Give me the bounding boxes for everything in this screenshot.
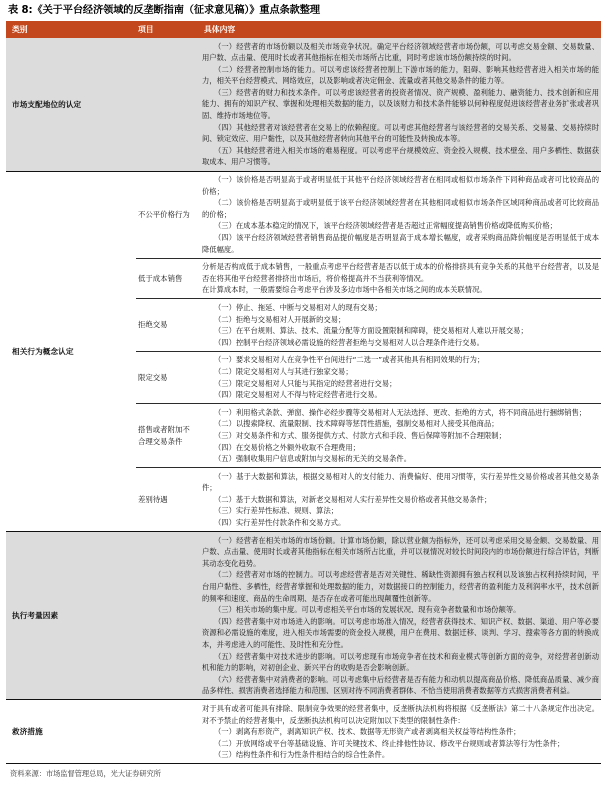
content-paragraph: （三）相关市场的集中度。可以考虑相关平台市场的发展状况、现有竞争者数量和市场份额等。 xyxy=(214,605,521,615)
cell-content xyxy=(198,171,601,258)
content-paragraph: （五）经营者集中对技术进步的影响。可以考虑现有市场竞争者在技术和商业模式等创新方面的竞争，对经营者创新动机和能力的影响，对初创企业、新兴平台的收购是否会影响创新。 xyxy=(202,651,599,673)
content-paragraph: （三）结构性条件和行为性条件相结合的综合性条件。 xyxy=(214,750,390,760)
content-paragraph: （一）基于大数据和算法，根据交易相对人的支付能力、消费偏好、使用习惯等，实行差异性交易价格或者其他交易条件； xyxy=(202,471,599,493)
cell-category: 市场支配地位的认定 xyxy=(6,38,136,171)
content-paragraph: （一）要求交易相对人在竞争性平台间进行“二选一”或者其他具有相同效果的行为； xyxy=(214,355,485,365)
content-paragraph: 分析是否构成低于成本销售，一般重点考虑平台经营者是否以低于成本的价格排挤具有竞争关系的其他平台经营者，以及是否在将其他平台经营者排挤出市场后，将价格提高并不当获利等情况。 xyxy=(202,262,599,283)
content-paragraph: （二）开放网络或平台等基础设施、许可关键技术、终止排他性协议、修改平台规则或者算法等行为性条件； xyxy=(214,738,565,748)
content-paragraph: （二）经营者控制市场的能力。可以考虑该经营者控制上下游市场的能力，阻碍、影响其他经营者进入相关市场的能力，相关平台经营模式、网络效应，以及影响或者决定佣金、流量或者其他交易条件的能力等。 xyxy=(202,64,599,86)
content-paragraph: （四）控制平台经济领域必需设施的经营者拒绝与交易相对人以合理条件进行交易。 xyxy=(214,337,484,347)
content-paragraph: （五）其他经营者进入相关市场的难易程度。可以考虑平台规模效应、资金投入规模、技术壁垒、用户多栖性、数据获取成本、用户习惯等。 xyxy=(202,145,599,167)
cell-content xyxy=(198,700,601,763)
content-paragraph: （一）该价格是否明显高于或者明显低于其他平台经济领域经营者在相同或相似市场条件下同种商品或者可比较商品的价格； xyxy=(202,175,599,196)
content-paragraph: （三）在平台规则、算法、技术、流量分配等方面设置限制和障碍，使交易相对人难以开展交易； xyxy=(214,326,528,336)
header-cell-content: 具体内容 xyxy=(198,21,601,38)
content-paragraph: （四）限定交易相对人不得与特定经营者进行交易。 xyxy=(214,390,382,400)
cell-category: 救济措施 xyxy=(6,700,136,763)
cell-content xyxy=(198,404,601,468)
cell-category: 相关行为概念认定 xyxy=(6,171,136,532)
cell-content xyxy=(198,258,601,299)
content-paragraph: 对于具有或者可能具有排除、限制竞争效果的经营者集中，反垄断执法机构将根据《反垄断法》第二十八条规定作出决定。对不予禁止的经营者集中，反垄断执法机构可以决定附加以下类型的限制性条件： xyxy=(202,703,599,725)
table-body xyxy=(6,38,601,763)
content-paragraph: （二）限定交易相对人与其进行独家交易； xyxy=(214,366,353,376)
cell-item: 搭售或者附加不合理交易条件 xyxy=(136,404,198,468)
cell-content xyxy=(198,468,601,532)
table-caption: 表 8:《关于平台经济领域的反垄断指南（征求意见稿）》重点条款整理 xyxy=(8,5,320,16)
cell-item xyxy=(136,700,198,763)
table-row xyxy=(6,532,601,700)
content-paragraph: （四）在交易价格之外额外收取不合理费用； xyxy=(214,442,360,452)
content-paragraph: （三）实行差异性标准、规则、算法； xyxy=(214,506,339,516)
source-note-wrap xyxy=(6,763,601,779)
content-paragraph: （一）经营者在相关市场的市场份额。计算市场份额，除以营业额为指标外，还可以考虑采用交易金额、交易数量、用户数、点击量、使用时长或者其他指标在相关市场所占比重，并可以视情况对较长时间段内的市场份额进行综合评估，判断其动态变化趋势。 xyxy=(202,535,599,568)
table-header xyxy=(6,21,601,38)
cell-content xyxy=(198,532,601,700)
content-paragraph: （三）对交易条件和方式、服务提供方式、付款方式和手段、售后保障等附加不合理限制； xyxy=(214,430,506,440)
content-paragraph: （二）基于大数据和算法，对新老交易相对人实行差异性交易价格或者其他交易条件； xyxy=(214,494,492,504)
table-row xyxy=(6,38,601,171)
content-paragraph: （二）以搜索降权、流量限制、技术障碍等惩罚性措施，强制交易相对人接受其他商品； xyxy=(214,419,499,429)
content-paragraph: （二）该价格是否明显高于或明显低于该平台经济领域经营者在其他相同或相似市场条件区域同种商品或者可比较商品的价格； xyxy=(202,198,599,219)
cell-item xyxy=(136,38,198,171)
cell-item: 拒绝交易 xyxy=(136,299,198,351)
cell-content xyxy=(198,299,601,351)
cell-content xyxy=(198,351,601,403)
cell-category: 执行考量因素 xyxy=(6,532,136,700)
cell-item: 不公平价格行为 xyxy=(136,171,198,258)
table-row xyxy=(6,700,601,763)
content-paragraph: （三）经营者的财力和技术条件。可以考虑该经营者的投资者情况、资产规模、盈利能力、融资能力、技术创新和应用能力、拥有的知识产权、掌握和处理相关数据的能力，以及该财力和技术条件能够以何种程度促进该经营者业务扩张或者巩固、维持市场地位等。 xyxy=(202,87,599,121)
header-cell-item: 项目 xyxy=(136,21,198,38)
header-cell-category: 类别 xyxy=(6,21,136,38)
provisions-table xyxy=(6,21,601,763)
header-row xyxy=(6,21,601,38)
cell-item: 限定交易 xyxy=(136,351,198,403)
content-paragraph: （五）强制收集用户信息或附加与交易标的无关的交易条件。 xyxy=(214,454,412,464)
content-paragraph: （四）该平台经济领域经营者销售商品提价幅度是否明显高于成本增长幅度，或者采购商品降价幅度是否明显低于成本降低幅度。 xyxy=(202,233,599,254)
table-row xyxy=(6,171,601,258)
content-paragraph: （四）经营者集中对市场进入的影响。可以考虑市场准入情况，经营者获得技术、知识产权、数据、渠道、用户等必要资源和必需设施的难度，进入相关市场需要的资金投入规模，用户在费用、数据迁移、谈判、学习、搜索等各方面的转换成本，并考虑进入的可能性、及时性和充分性。 xyxy=(202,616,599,649)
content-paragraph: （六）经营者集中对消费者的影响。可以考虑集中后经营者是否有能力和动机以提高商品价格、降低商品质量、减少商品多样性、损害消费者选择能力和范围、区别对待不同消费者群体、不恰当使用消费者数据等方式损害消费者利益。 xyxy=(202,674,599,696)
content-paragraph: （四）实行差异性付款条件和交易方式。 xyxy=(214,518,346,528)
content-paragraph: （二）拒绝与交易相对人开展新的交易； xyxy=(214,314,346,324)
content-paragraph: （三）限定交易相对人只能与其指定的经营者进行交易； xyxy=(214,378,397,388)
content-paragraph: （一）停止、拖延、中断与交易相对人的现有交易； xyxy=(214,302,382,312)
content-paragraph: （一）剥离有形资产，剥离知识产权、技术、数据等无形资产或者剥离相关权益等结构性条件； xyxy=(214,727,521,737)
source-note: 资料来源：市场监督管理总局，光大证券研究所 xyxy=(6,763,601,779)
content-paragraph: （四）其他经营者对该经营者在交易上的依赖程度。可以考虑其他经营者与该经营者的交易关系、交易量、交易持续时间、锁定效应、用户黏性，以及其他经营者转向其他平台的可能性及转换成本等。 xyxy=(202,122,599,144)
cell-item: 差别待遇 xyxy=(136,468,198,532)
cell-item xyxy=(136,532,198,700)
content-paragraph: （一）经营者的市场份额以及相关市场竞争状况。确定平台经济领域经营者市场份额，可以考虑交易金额、交易数量、用户数、点击量、使用时长或者其他指标在相关市场所占比重，同时考虑该市场份额持续的时间。 xyxy=(202,41,599,63)
cell-item: 低于成本销售 xyxy=(136,258,198,299)
content-paragraph: （二）经营者对市场的控制力。可以考虑经营者是否对关键性、稀缺性资源拥有独占权利以及该独占权利持续时间，平台用户黏性、多栖性，经营者掌握和处理数据的能力，对数据接口的控制能力，经营者的盈利能力及利润率水平，技术创新的频率和速度、商品的生命周期、是否存在或者可能出现颠覆性创新等。 xyxy=(202,570,599,603)
content-paragraph: 在计算成本时，一般需要综合考虑平台涉及多边市场中各相关市场之间的成本关联情况。 xyxy=(202,285,487,295)
cell-content xyxy=(198,38,601,171)
content-paragraph: （三）在成本基本稳定的情况下，该平台经济领域经营者是否超过正常幅度提高销售价格或降低购买价格； xyxy=(214,221,557,231)
content-paragraph: （一）利用格式条款、弹窗、操作必经步骤等交易相对人无法选择、更改、拒绝的方式，将不同商品进行捆绑销售； xyxy=(214,407,587,417)
